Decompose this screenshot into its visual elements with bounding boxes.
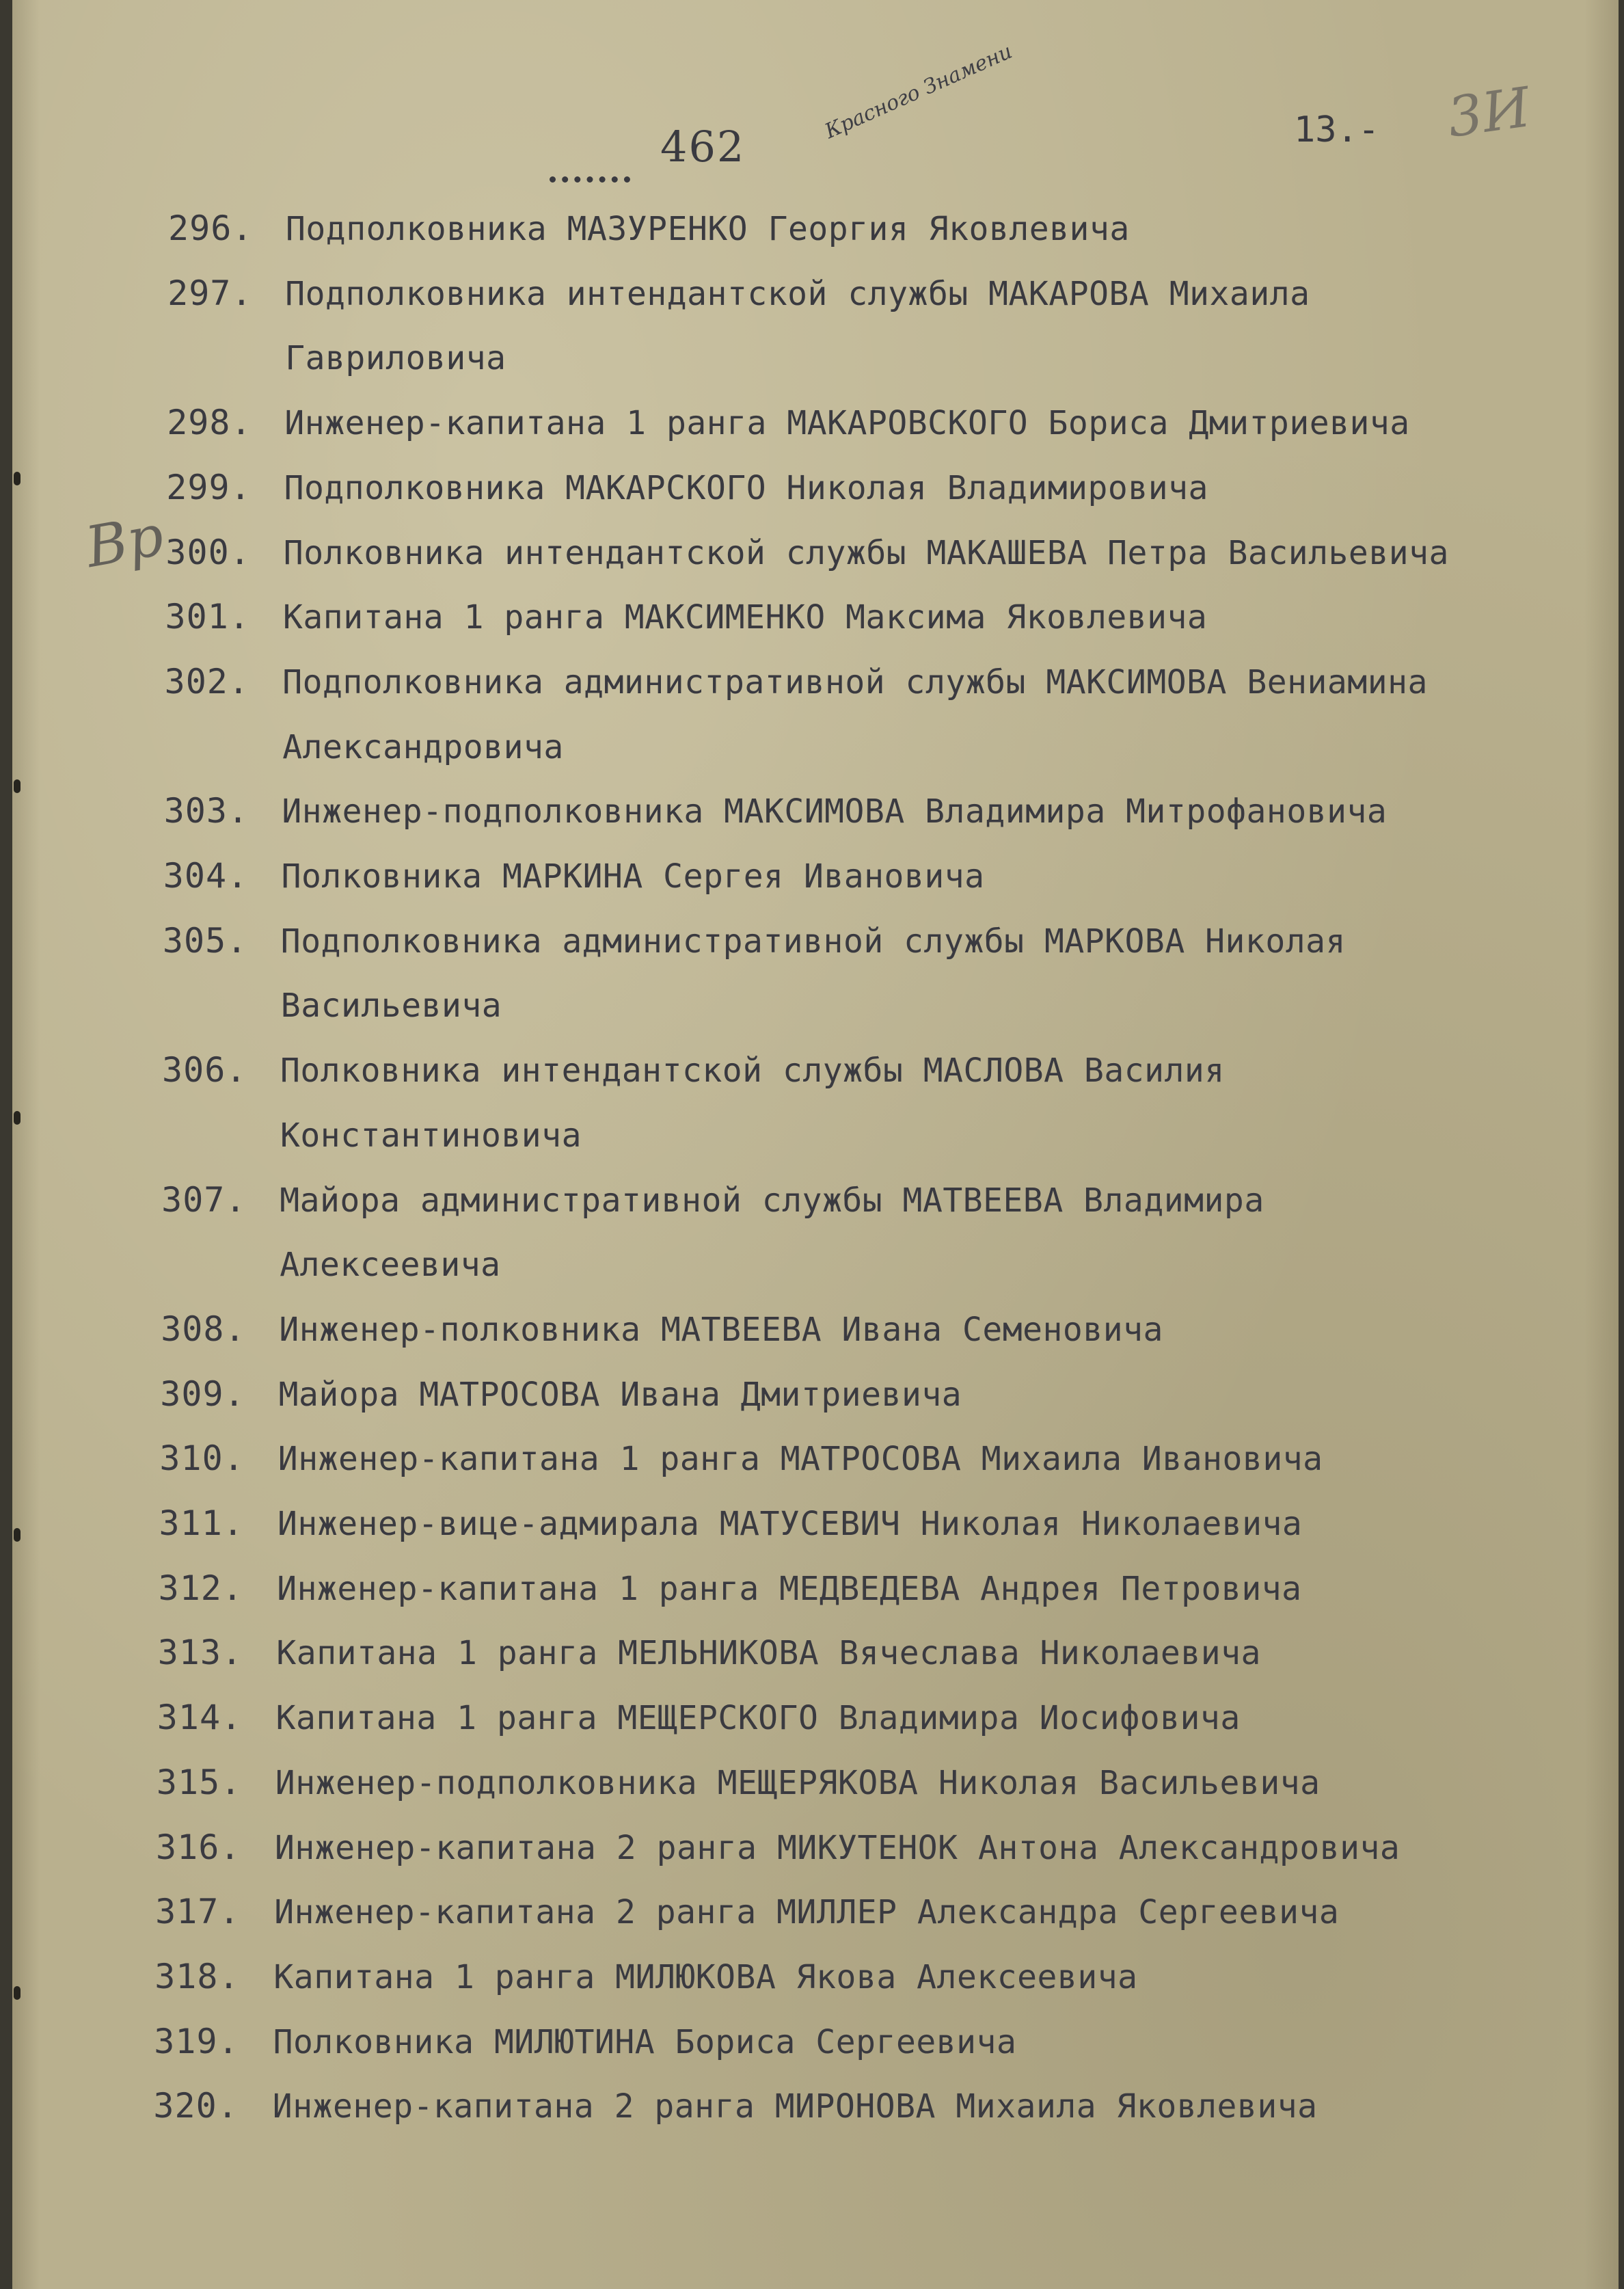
stamp-text: Красного Знамени <box>821 39 1016 144</box>
entry-text: Инженер-вице-адмирала МАТУСЕВИЧ Николая Николаевича <box>278 1505 1303 1543</box>
binding-hole <box>14 1528 21 1542</box>
entry-text: Капитана 1 ранга МАКСИМЕНКО Максима Яковлевича <box>283 598 1208 637</box>
entry-continuation: Алексеевича <box>280 1246 501 1285</box>
entry-text: Подполковника административной службы МАКСИМОВА Вениамина <box>282 662 1428 701</box>
entry-text: Полковника МИЛЮТИНА Бориса Сергеевича <box>273 2022 1017 2061</box>
entry-text: Инженер-капитана 1 ранга МАТРОСОВА Михаила Ивановича <box>278 1440 1323 1479</box>
entry-text: Майора административной службы МАТВЕЕВА Владимира <box>280 1181 1264 1220</box>
entry-number: 297. <box>167 273 253 313</box>
entry-text: Капитана 1 ранга МЕЩЕРСКОГО Владимира Иосифовича <box>275 1699 1241 1738</box>
entry-number: 308. <box>161 1309 246 1349</box>
entry-number: 307. <box>161 1179 247 1220</box>
entry-number: 302. <box>164 661 250 701</box>
sheet-number: 13.- <box>1294 109 1380 150</box>
entry-text: Полковника интендантской службы МАКАШЕВА Петра Васильевича <box>283 533 1449 572</box>
entry-number: 298. <box>167 403 252 443</box>
entry-number: 296. <box>168 209 254 248</box>
entry-text: Инженер-капитана 2 ранга МИКУТЕНОК Антона Александровича <box>275 1828 1400 1867</box>
entry-number: 309. <box>160 1374 245 1414</box>
entry-number: 305. <box>162 920 248 961</box>
entry-continuation: Александровича <box>282 727 564 766</box>
entry-text: Полковника МАРКИНА Сергея Ивановича <box>281 857 985 896</box>
entry-number: 310. <box>159 1438 245 1479</box>
entry-text: Подполковника административной службы МАРКОВА Николая <box>280 922 1346 961</box>
entry-text: Подполковника МАЗУРЕНКО Георгия Яковлевича <box>286 210 1130 248</box>
dash-mark <box>550 176 630 189</box>
entry-text: Подполковника интендантской службы МАКАРОВА Михаила <box>285 274 1310 313</box>
entry-number: 300. <box>165 532 251 572</box>
entry-text: Майора МАТРОСОВА Ивана Дмитриевича <box>278 1375 962 1414</box>
entry-number: 314. <box>157 1698 243 1738</box>
entry-text: Капитана 1 ранга МИЛЮКОВА Якова Алексеевича <box>273 1957 1138 1996</box>
entry-text: Полковника интендантской службы МАСЛОВА Василия <box>280 1052 1225 1090</box>
entry-continuation: Васильевича <box>280 987 502 1026</box>
archive-mark: 3И <box>1444 75 1534 150</box>
entry-continuation: Константиновича <box>280 1116 582 1155</box>
entry-text: Инженер-капитана 1 ранга МАКАРОВСКОГО Бориса Дмитриевича <box>284 404 1410 443</box>
binding-hole <box>14 779 21 793</box>
entry-number: 299. <box>166 467 252 507</box>
entry-number: 319. <box>154 2021 239 2061</box>
entry-text: Капитана 1 ранга МЕЛЬНИКОВА Вячеслава Николаевича <box>276 1634 1261 1673</box>
entry-number: 301. <box>165 597 250 637</box>
margin-mark: Вр <box>81 503 169 581</box>
entry-text: Подполковника МАКАРСКОГО Николая Владимировича <box>284 468 1208 507</box>
entry-number: 306. <box>162 1050 247 1090</box>
page-number: 462 <box>660 122 746 172</box>
binding-hole <box>14 472 21 485</box>
entry-number: 311. <box>159 1503 244 1543</box>
entry-text: Инженер-капитана 2 ранга МИЛЛЕР Александра Сергеевича <box>274 1893 1340 1932</box>
entry-number: 303. <box>163 791 249 831</box>
entry-number: 318. <box>154 1956 240 1996</box>
document-sheet <box>12 0 1619 2289</box>
entry-number: 315. <box>156 1762 242 1802</box>
entry-number: 316. <box>156 1827 241 1867</box>
entry-number: 320. <box>153 2086 239 2126</box>
binding-hole <box>14 1111 21 1125</box>
entry-text: Инженер-подполковника МЕЩЕРЯКОВА Николая Васильевича <box>275 1763 1321 1802</box>
entry-continuation: Гавриловича <box>285 339 506 378</box>
entry-text: Инженер-капитана 2 ранга МИРОНОВА Михаила Яковлевича <box>272 2087 1318 2126</box>
entry-number: 304. <box>163 856 249 896</box>
entry-text: Инженер-капитана 1 ранга МЕДВЕДЕВА Андрея Петровича <box>277 1569 1302 1608</box>
entry-number: 313. <box>157 1633 243 1673</box>
entry-text: Инженер-подполковника МАКСИМОВА Владимира Митрофановича <box>282 792 1388 831</box>
entry-text: Инженер-полковника МАТВЕЕВА Ивана Семеновича <box>279 1310 1163 1349</box>
entry-number: 317. <box>155 1892 241 1932</box>
entry-number: 312. <box>158 1568 244 1608</box>
binding-hole <box>14 1986 21 2000</box>
